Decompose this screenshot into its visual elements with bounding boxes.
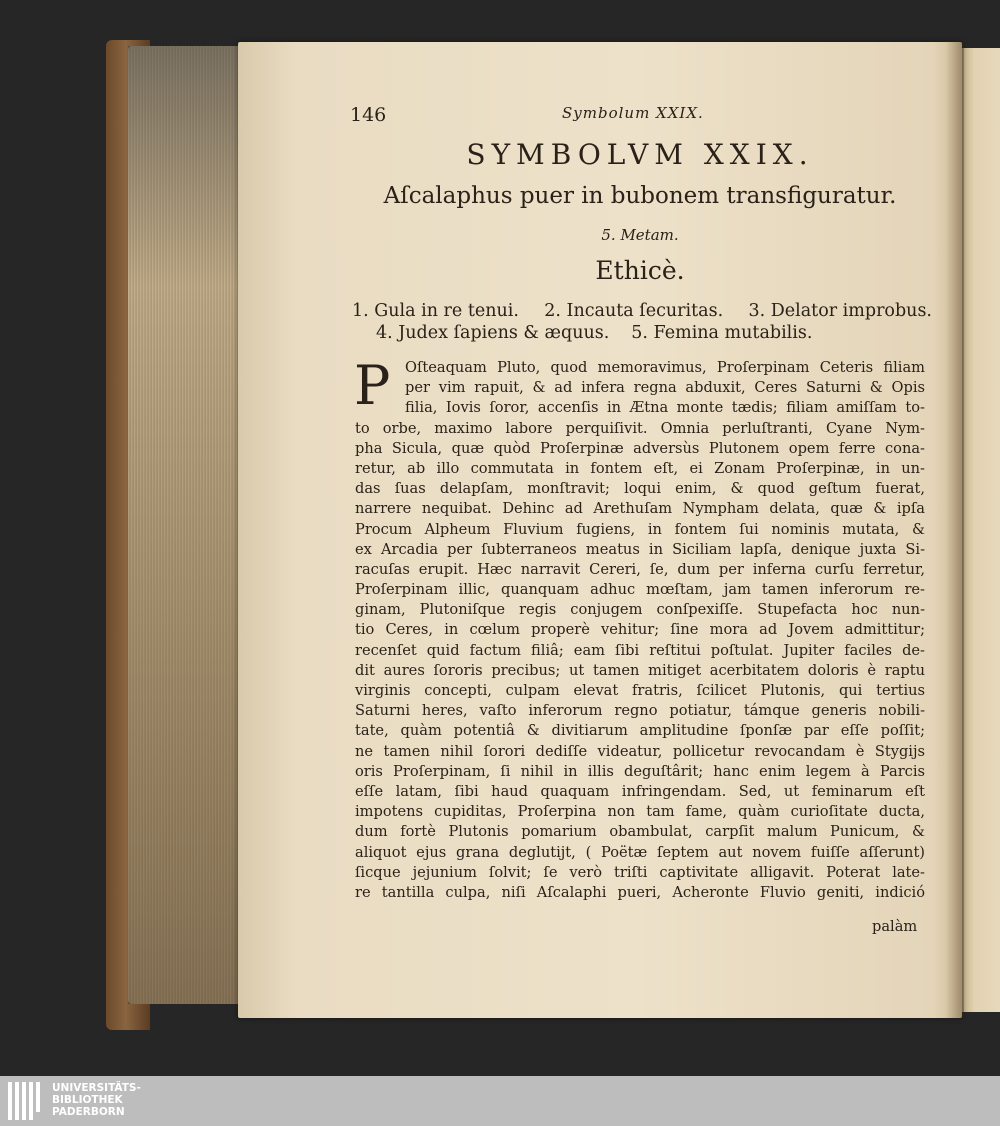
library-name-line: BIBLIOTHEK (52, 1094, 123, 1106)
text-line: retur, ab illo commutata in fontem eſt, ei Zonam Proſerpinæ, in un- (355, 459, 925, 477)
moral-item: 5. Femina mutabilis. (631, 323, 813, 343)
gutter-shadow (946, 42, 964, 1018)
text-line: eſſe latam, ſibi haud quaquam infringendam. Sed, ut feminarum eſt (355, 782, 925, 800)
text-line: dit aures ſororis precibus; ut tamen mitiget acerbitatem doloris è raptu (355, 661, 925, 679)
text-line: racuſas erupit. Hæc narravit Cereri, ſe, dum per inferna curſu ferretur, (355, 560, 925, 578)
text-line: dum fortè Plutonis pomarium obambulat, carpſit malum Punicum, & (355, 823, 925, 841)
moral-item: 4. Judex ſapiens & æquus. (376, 323, 610, 343)
text-line: narrere nequibat. Dehinc ad Arethuſam Nympham delata, quæ & ipſa (355, 500, 925, 518)
section-heading: Ethicè. (595, 256, 685, 285)
text-line: Proſerpinam illic, quanquam adhuc mœſtam, jam tamen inferorum re- (355, 581, 925, 599)
text-line: ſicque jejunium ſolvit; ſe verò triſti captivitate alligavit. Poterat late- (355, 863, 925, 881)
page-subtitle: Aſcalaphus puer in bubonem transfiguratur. (383, 183, 897, 209)
text-line: per vim rapuit, & ad infera regna abduxit, Ceres Saturni & Opis (405, 379, 925, 397)
text-line: recenſet quid factum filiâ; eam ſibi reſtitui poſtulat. Jupiter faciles de- (355, 641, 925, 659)
library-footer (0, 1076, 1000, 1126)
moral-item: 2. Incauta ſecuritas. (544, 301, 724, 321)
text-line: das ſuas delapſam, monſtravit; loqui enim, & quod geſtum fuerat, (355, 480, 925, 498)
library-name-line: UNIVERSITÄTS- (52, 1082, 141, 1094)
morals-list (352, 300, 932, 344)
body-paragraph (354, 354, 925, 903)
page-number: 146 (350, 104, 387, 126)
text-line: ginam, Plutoniſque regis conjugem conſpexiſſe. Stupefacta hoc nun- (355, 601, 925, 619)
facing-page (958, 48, 1000, 1012)
text-line: Procum Alpheum Fluvium fugiens, in fontem ſui nominis mutata, & (355, 520, 925, 538)
text-line: tate, quàm potentiâ & divitiarum amplitudine ſponſæ par eſſe poſſit; (355, 722, 925, 740)
text-line: re tantilla culpa, niſi Aſcalaphi pueri, Acheronte Fluvio geniti, indició (355, 883, 925, 901)
library-name-line: PADERBORN (52, 1106, 125, 1118)
catchword: palàm (872, 918, 918, 935)
text-line: pha Sicula, quæ quòd Proſerpinæ adversùs Plutonem opem ferre cona- (355, 439, 925, 457)
source-reference: 5. Metam. (601, 226, 679, 244)
text-line: ne tamen nihil ſorori dediſſe videatur, pollicetur revocandam è Stygijs (355, 742, 925, 760)
page-title: SYMBOLVM XXIX. (466, 138, 814, 171)
library-name (52, 1082, 141, 1118)
moral-item: 1. Gula in re tenui. (352, 301, 519, 321)
text-line: to orbe, maximo labore perquiſivit. Omnia perluſtranti, Cyane Nym- (355, 419, 925, 437)
text-line: oris Proſerpinam, ſi nihil in illis deguſtârit; hanc enim legem à Parcis (355, 762, 925, 780)
moral-item: 3. Delator improbus. (748, 301, 932, 321)
text-line: Saturni heres, vaſto inferorum regno potiatur, támque generis nobili- (355, 702, 925, 720)
text-line: aliquot ejus grana deglutijt, ( Poëtæ ſeptem aut novem fuiſſe aſſerunt) (355, 843, 925, 861)
drop-cap: P (354, 354, 391, 417)
library-logo-icon (8, 1082, 46, 1120)
text-line: impotens cupiditas, Proſerpina non tam fame, quàm curioſitate ducta, (355, 803, 925, 821)
text-line: virginis concepti, culpam elevat fratris, ſcilicet Plutonis, qui tertius (355, 682, 925, 699)
page-header (340, 104, 920, 128)
text-line: ex Arcadia per ſubterraneos meatus in Siciliam lapſa, denique juxta Si- (355, 540, 925, 558)
running-head: Symbolum XXIX. (562, 104, 704, 122)
text-line: tio Ceres, in cœlum properè vehitur; ſine mora ad Jovem admittitur; (355, 621, 925, 639)
text-line: filia, Iovis ſoror, accenſis in Ætna monte tædis; filiam amiſſam to- (405, 399, 925, 417)
text-line: Oſteaquam Pluto, quod memoravimus, Proſerpinam Ceteris filiam (405, 359, 925, 376)
